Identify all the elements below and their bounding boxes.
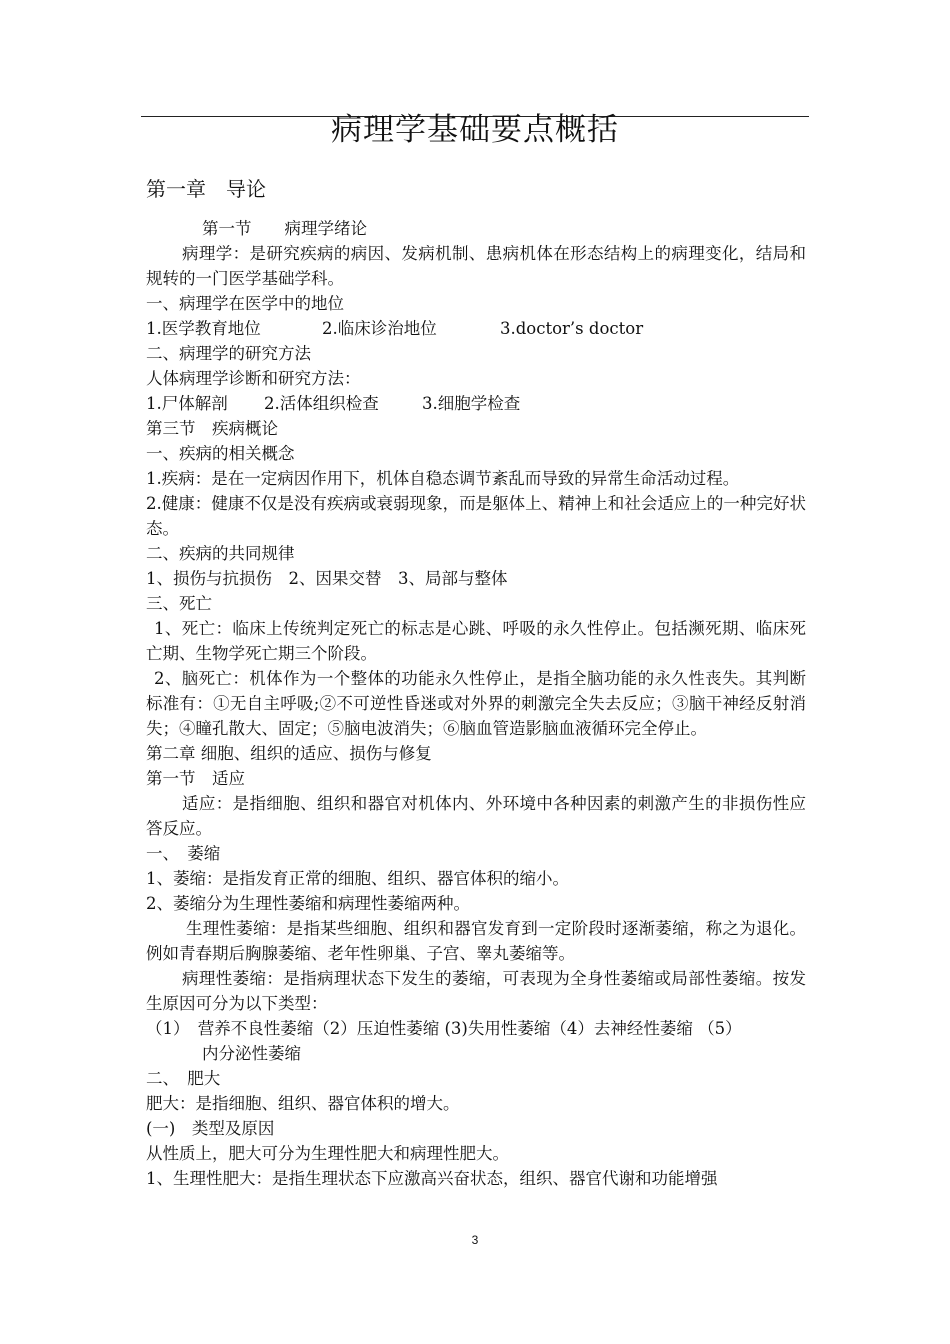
subsection-heading: 一、 萎缩 — [146, 844, 221, 863]
chapter-heading: 第一章 导论 — [146, 177, 266, 201]
paragraph: 病理学：是研究疾病的病因、发病机制、患病机体在形态结构上的病理变化，结局和规转的一门医学基础学科。 — [146, 244, 806, 288]
section-heading: 第一节 病理学绪论 — [202, 219, 367, 238]
paragraph: 病理性萎缩：是指病理状态下发生的萎缩，可表现为全身性萎缩或局部性萎缩。按发生原因可分为以下类型： — [146, 969, 806, 1013]
list-line — [146, 316, 806, 341]
paragraph: 从性质上，肥大可分为生理性肥大和病理性肥大。 — [146, 1144, 509, 1163]
subsection-heading: 一、病理学在医学中的地位 — [146, 294, 344, 313]
subsection-heading: 二、 肥大 — [146, 1069, 221, 1088]
list-line: （1） 营养不良性萎缩（2）压迫性萎缩 (3)失用性萎缩（4）去神经性萎缩 （5） — [146, 1019, 742, 1038]
paragraph: 1、生理性肥大：是指生理状态下应激高兴奋状态，组织、器官代谢和功能增强 — [146, 1169, 718, 1188]
list-item: 1.医学教育地位 — [146, 319, 261, 338]
subsection-heading: 三、死亡 — [146, 594, 212, 613]
page-number: 3 — [471, 1233, 479, 1247]
subsection-heading: 一、疾病的相关概念 — [146, 444, 295, 463]
list-item: 2.临床诊治地位 — [322, 319, 437, 338]
list-item: 3.细胞学检查 — [422, 394, 521, 413]
section-heading: 第一节 适应 — [146, 769, 245, 788]
paragraph: 2.健康：健康不仅是没有疾病或衰弱现象，而是躯体上、精神上和社会适应上的一种完好状态。 — [146, 494, 806, 538]
paragraph: 2、萎缩分为生理性萎缩和病理性萎缩两种。 — [146, 894, 470, 913]
paragraph: 2、脑死亡：机体作为一个整体的功能永久性停止，是指全脑功能的永久性丧失。其判断标准有：①无自主呼吸;②不可逆性昏迷或对外界的刺激完全失去反应；③脑干神经反射消失；④瞳孔散大、固定；⑤脑电波消失；⑥脑血管造影脑血液循环完全停止。 — [146, 669, 806, 738]
document-body — [146, 216, 806, 1191]
chapter-heading-2: 第二章 细胞、组织的适应、损伤与修复 — [146, 744, 432, 763]
document-title: 病理学基础要点概括 — [331, 112, 619, 148]
subsection-heading: (一) 类型及原因 — [146, 1119, 275, 1138]
paragraph: 生理性萎缩：是指某些细胞、组织和器官发育到一定阶段时逐渐萎缩，称之为退化。例如青春期后胸腺萎缩、老年性卵巢、子宫、睾丸萎缩等。 — [146, 919, 806, 963]
subsection-heading: 二、疾病的共同规律 — [146, 544, 295, 563]
section-heading: 第三节 疾病概论 — [146, 419, 278, 438]
paragraph: 适应：是指细胞、组织和器官对机体内、外环境中各种因素的刺激产生的非损伤性应答反应。 — [146, 794, 806, 838]
subsection-heading: 二、病理学的研究方法 — [146, 344, 311, 363]
list-line — [146, 391, 806, 416]
list-item: 3.doctor’s doctor — [500, 319, 644, 338]
paragraph: 1、死亡：临床上传统判定死亡的标志是心跳、呼吸的永久性停止。包括濒死期、临床死亡期、生物学死亡期三个阶段。 — [146, 619, 806, 663]
list-item: 2.活体组织检查 — [264, 394, 379, 413]
list-line: 1、损伤与抗损伤 2、因果交替 3、局部与整体 — [146, 569, 508, 588]
paragraph: 1.疾病：是在一定病因作用下，机体自稳态调节紊乱而导致的异常生命活动过程。 — [146, 469, 740, 488]
list-line: 内分泌性萎缩 — [202, 1044, 301, 1063]
paragraph: 人体病理学诊断和研究方法： — [146, 369, 361, 388]
paragraph: 肥大：是指细胞、组织、器官体积的增大。 — [146, 1094, 460, 1113]
list-item: 1.尸体解剖 — [146, 394, 228, 413]
paragraph: 1、萎缩：是指发育正常的细胞、组织、器官体积的缩小。 — [146, 869, 569, 888]
